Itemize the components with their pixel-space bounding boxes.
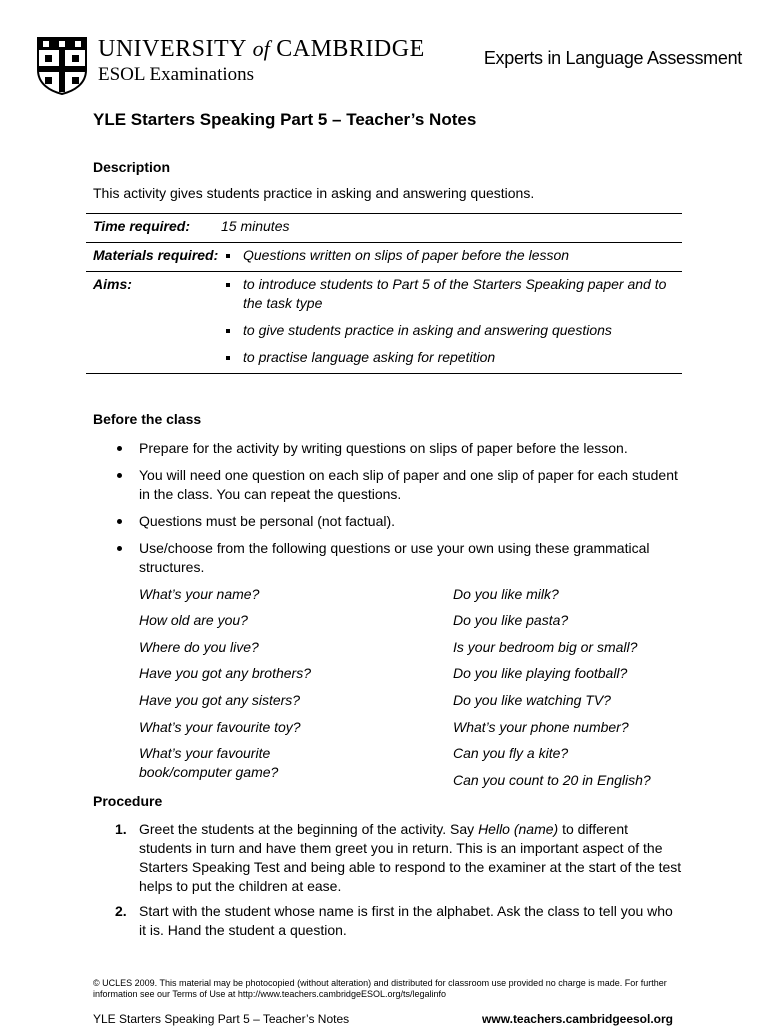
- tagline: Experts in Language Assessment: [483, 48, 742, 68]
- question-left: How old are you?: [139, 612, 248, 628]
- question-left: Where do you live?: [139, 639, 259, 655]
- question-left: Have you got any brothers?: [139, 665, 311, 681]
- description-heading: Description: [93, 159, 171, 175]
- question-left: Have you got any sisters?: [139, 692, 301, 708]
- page-title: YLE Starters Speaking Part 5 – Teacher’s Notes: [93, 110, 477, 129]
- bullet-dot-icon: [117, 446, 122, 451]
- university-name: UNIVERSITY of CAMBRIDGE: [98, 36, 425, 62]
- materials-label: Materials required:: [86, 243, 221, 272]
- procedure-step: 1. Greet the students at the beginning of the activity. Say Hello (name) to different students in turn and have them greet you in return. This is an important aspect of the Starters Speaking Test and being able to respond to the examiner at the start of the test helps to put the children at ease.: [115, 821, 682, 894]
- before-class-list: [93, 439, 683, 585]
- description-text: This activity gives students practice in asking and answering questions.: [93, 185, 535, 201]
- bullet-dot-icon: [117, 473, 122, 478]
- list-item: Use/choose from the following questions or use your own using these grammatical structures.: [93, 539, 683, 577]
- question-left: What’s your favourite toy?: [139, 719, 301, 735]
- aim-item: to practise language asking for repetition: [221, 348, 682, 367]
- bullet-square-icon: [226, 356, 230, 360]
- aim-item: to give students practice in asking and answering questions: [221, 321, 682, 340]
- question-right: Do you like milk?: [453, 586, 559, 602]
- aims-row: [86, 272, 682, 374]
- bullet-square-icon: [226, 254, 230, 258]
- question-right: Do you like pasta?: [453, 612, 569, 628]
- page-header: [0, 0, 768, 100]
- procedure-step: 2. Start with the student whose name is first in the alphabet. Ask the class to tell you who it is. Hand the student a question.: [115, 903, 673, 938]
- step-number: 1.: [115, 821, 127, 837]
- aim-item: to introduce students to Part 5 of the Starters Speaking paper and to the task type: [221, 275, 682, 313]
- footer-website-link[interactable]: www.teachers.cambridgeesol.org: [482, 1012, 673, 1026]
- question-left: What’s your name?: [139, 586, 260, 602]
- list-item: Prepare for the activity by writing questions on slips of paper before the lesson.: [93, 439, 683, 458]
- question-right: Can you fly a kite?: [453, 745, 569, 761]
- materials-item: Questions written on slips of paper before the lesson: [221, 246, 682, 265]
- footer-doc-title: YLE Starters Speaking Part 5 – Teacher’s Notes: [93, 1012, 350, 1026]
- question-right: Can you count to 20 in English?: [453, 772, 651, 788]
- esol-examinations: ESOL Examinations: [98, 64, 255, 85]
- copyright-notice: © UCLES 2009. This material may be photocopied (without alteration) and distributed for classroom use provided no charge is made. For further information see our Terms of Use at http://www.teachers.cambridgeESOL.org/ts/legalinfo: [93, 978, 667, 999]
- before-class-heading: Before the class: [93, 411, 202, 427]
- question-right: Do you like playing football?: [453, 665, 628, 681]
- info-table: [86, 213, 682, 374]
- question-left: What’s your favourite book/computer game?: [139, 745, 279, 780]
- question-right: Do you like watching TV?: [453, 692, 611, 708]
- time-row: [86, 214, 682, 243]
- time-value: 15 minutes: [221, 214, 682, 243]
- question-right: Is your bedroom big or small?: [453, 639, 638, 655]
- bullet-dot-icon: [117, 546, 122, 551]
- procedure-heading: Procedure: [93, 793, 163, 809]
- step-number: 2.: [115, 903, 127, 919]
- aims-label: Aims:: [86, 272, 221, 374]
- bullet-dot-icon: [117, 519, 122, 524]
- bullet-square-icon: [226, 329, 230, 333]
- time-label: Time required:: [86, 214, 221, 243]
- materials-row: [86, 243, 682, 272]
- bullet-square-icon: [226, 283, 230, 287]
- list-item: You will need one question on each slip of paper and one slip of paper for each student in the class. You can repeat the questions.: [93, 466, 683, 504]
- university-crest-icon: [36, 36, 88, 96]
- list-item: Questions must be personal (not factual).: [93, 512, 683, 531]
- question-right: What’s your phone number?: [453, 719, 629, 735]
